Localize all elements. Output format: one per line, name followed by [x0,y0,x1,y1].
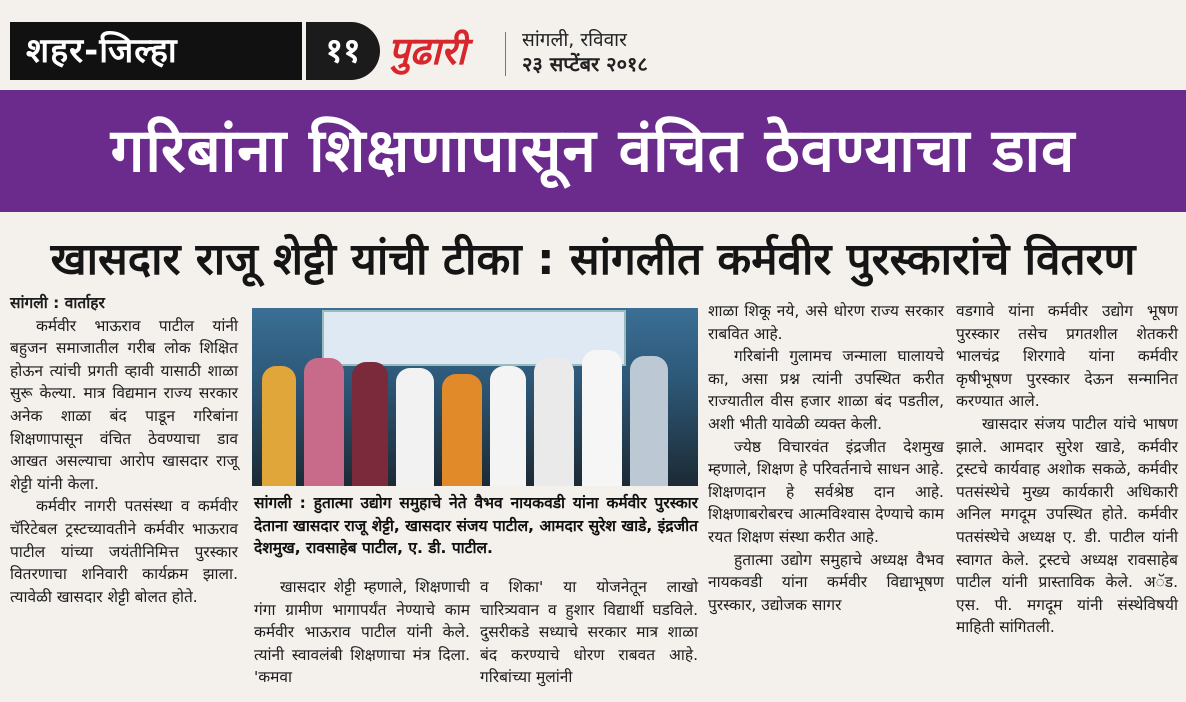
photo-person [442,374,482,486]
subheadline: खासदार राजू शेट्टी यांची टीका : सांगलीत कर्मवीर पुरस्कारांचे वितरण [50,234,1136,285]
paragraph: वडगावे यांना कर्मवीर उद्योग भूषण पुरस्कार तसेच प्रगतशील शेतकरी भालचंद्र शिरगावे यांना कर्मवीर कृषीभूषण पुरस्कार देऊन सन्मानित करण्यात आले. [956,302,1178,411]
article-column-3 [708,300,944,616]
photo-person [396,368,434,486]
article-column-2b [480,576,698,689]
edition-info [522,28,648,76]
photo-person [262,366,296,486]
section-tag: शहर-जिल्हा [10,22,302,80]
paragraph: खासदार संजय पाटील यांचे भाषण झाले. आमदार सुरेश खाडे, कर्मवीर ट्रस्टचे कार्यवाह अशोक सकळे, कर्मवीर पतसंस्थेचे मुख्य कार्यकारी अधिकारी अनिल मगदूम उपस्थित होते. कर्मवीर पतसंस्थेचे अध्यक्ष ए. डी. पाटील यांनी स्वागत केले. ट्रस्टचे अध्यक्ष रावसाहेब पाटील यांनी प्रास्ताविक केले. अॅड. एस. पी. मगदूम यांनी संस्थेविषयी माहिती सांगितली. [956,414,1178,637]
paragraph: ज्येष्ठ विचारवंत इंद्रजीत देशमुख म्हणाले, शिक्षण हे परिवर्तनाचे साधन आहे. शिक्षणदान हे सर्वश्रेष्ठ दान आहे. शिक्षणाबरोबरच आत्मविश्वास देण्याचे काम रयत शिक्षण संस्था करीत आहे. [708,437,944,546]
page-number: ११ [306,22,380,80]
paragraph: खासदार शेट्टी म्हणाले, शिक्षणाची गंगा ग्रामीण भागापर्यंत नेण्याचे काम कर्मवीर भाऊराव पाटील यांनी केले. त्यांनी स्वावलंबी शिक्षणाचा मंत्र दिला. 'कमवा [254,578,470,687]
paragraph: हुतात्मा उद्योग समुहाचे अध्यक्ष वैभव नायकवडी यांना कर्मवीर विद्याभूषण पुरस्कार, उद्योजक सागर [708,550,944,614]
paragraph: गरिबांनी गुलामच जन्माला घालायचे का, असा प्रश्न त्यांनी उपस्थित करीत राज्यातील वीस हजार शाळा बंद पडतील, अशी भीती यावेळी व्यक्त केली. [708,347,944,433]
photo-person [630,356,668,486]
edition-date: २३ सप्टेंबर २०१८ [522,52,648,76]
event-photo [252,308,698,486]
stage-banner [322,310,626,366]
photo-person [490,366,526,486]
paragraph: कर्मवीर नागरी पतसंस्था व कर्मवीर चॅरिटेबल ट्रस्टच्यावतीने कर्मवीर भाऊराव पाटील यांच्या जयंतीनिमित्त पुरस्कार वितरणाचा शनिवारी कार्यक्रम झाला. त्यावेळी खासदार शेट्टी बोलत होते. [10,497,238,606]
photo-person [304,358,344,486]
paragraph: कर्मवीर भाऊराव पाटील यांनी बहुजन समाजातील गरीब लोक शिक्षित होऊन त्यांची प्रगती व्हावी यासाठी शाळा सुरू केल्या. मात्र विद्यमान राज्य सरकार अनेक शाळा बंद पाडून गरिबांना शिक्षणापासून वंचित ठेवण्याचा डाव आखत असल्याचा आरोप खासदार राजू शेट्टी यांनी केला. [10,316,238,493]
article-column-4 [956,300,1178,639]
dateline: सांगली : वार्ताहर [10,294,105,312]
article-column-1 [10,292,238,608]
photo-person [352,362,388,486]
article-column-2 [254,576,470,689]
headline-banner [0,90,1186,212]
photo-person [582,350,622,486]
paper-logo: पुढारी [388,29,467,73]
paragraph: व शिका' या योजनेतून लाखो चारित्र्यवान व हुशार विद्यार्थी घडविले. दुसरीकडे सध्याचे सरकार मात्र शाळा बंद करण्याचे धोरण राबवत आहे. गरिबांच्या मुलांनी [480,578,698,687]
edition-place: सांगली, रविवार [522,29,627,51]
headline: गरिबांना शिक्षणापासून वंचित ठेवण्याचा डाव [110,116,1076,186]
photo-person [534,358,574,486]
paragraph: शाळा शिकू नये, असे धोरण राज्य सरकार राबवित आहे. [708,302,944,343]
masthead-divider [505,32,506,76]
photo-caption: सांगली : हुतात्मा उद्योग समुहाचे नेते वैभव नायकवडी यांना कर्मवीर पुरस्कार देताना खासदार राजू शेट्टी, खासदार संजय पाटील, आमदार सुरेश खाडे, इंद्रजीत देशमुख, रावसाहेब पाटील, ए. डी. पाटील. [254,494,698,558]
